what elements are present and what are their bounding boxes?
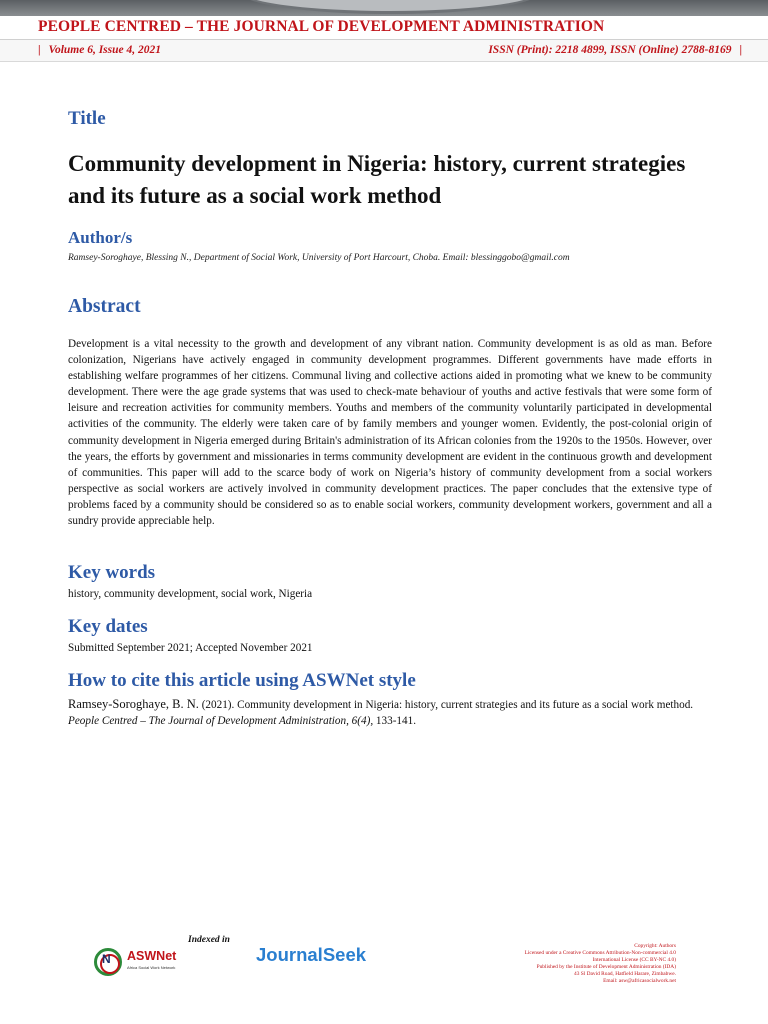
citation-journal: People Centred – The Journal of Development Administration, 6(4), xyxy=(68,714,374,727)
author-affiliation: Ramsey-Soroghaye, Blessing N., Department of Social Work, University of Port Harcourt, Choba. Email: blessinggobo@gmail.com xyxy=(68,253,570,263)
top-banner-graphic xyxy=(0,0,768,16)
volume-issue xyxy=(38,44,161,56)
license-line: International License (CC BY-NC 4.0) xyxy=(592,957,676,963)
issn-info xyxy=(488,44,742,56)
keywords-list: history, community development, social work, Nigeria xyxy=(68,588,313,600)
indexed-in-label: Indexed in xyxy=(188,935,230,945)
citation-pages: 133-141. xyxy=(373,714,417,727)
abstract-body: Development is a vital necessity to the growth and development of any vibrant nation. Community development is as old as man. Before colonization, Nigerians have actively engaged in community development programmes. Different governments have made efforts in establishing welfare programmes of her citizens. Communal living and collective actions aided in promoting what we knew to be community development. There were the age grade systems that was used to check-mate behaviour of youths and active festivals that were some form of leisure and recreation activities for community members. Youths and members of the community voluntarily participated in developmental activities of the community. The elderly were taken care of by family members and younger women. Evidently, the post-colonial origin of community development in Nigeria emerged during Britain's administration of its African colonies from the 1920s to the 1950s. However, over the years, the efforts by government and missionaries in terms community development are evident in the continuous growth and development of communities. This paper will add to the scarce body of work on Nigeria’s history of community development from a social workers perspective as social workers are actively involved in community development practices. The paper concludes that the extensive type of problems faced by a community should be considered so as to enable social workers, community development workers, government and all a sundry provide appreciable help. xyxy=(68,338,712,528)
banner-arc-decoration xyxy=(240,0,540,14)
citation-author: Ramsey-Soroghaye, B. N. xyxy=(68,697,199,711)
separator-mark: | xyxy=(739,44,742,56)
license-line: Licensed under a Creative Commons Attribution-Non-commercial 4.0 xyxy=(524,950,676,956)
volume-issue-text: Volume 6, Issue 4, 2021 xyxy=(48,44,162,56)
aswnet-logo-text: ASWNet xyxy=(127,949,177,963)
license-line: Email: asw@africasocialwork.net xyxy=(603,978,676,984)
abstract-label: Abstract xyxy=(68,296,141,317)
aswnet-logo-subtext: Africa Social Work Network xyxy=(127,965,176,970)
author-label: Author/s xyxy=(68,228,133,247)
citation-body: (2021). Community development in Nigeria: history, current strategies and its future as a social work method. xyxy=(198,699,694,711)
keydates-label: Key dates xyxy=(68,616,148,637)
aswnet-logo-letter: N xyxy=(102,952,111,966)
aswnet-logo xyxy=(94,946,184,980)
journal-name: PEOPLE CENTRED – THE JOURNAL OF DEVELOPMENT ADMINISTRATION xyxy=(38,18,605,35)
citation-label: How to cite this article using ASWNet style xyxy=(68,670,416,691)
keydates-text: Submitted September 2021; Accepted November 2021 xyxy=(68,642,313,654)
license-line: Copyright: Authors xyxy=(634,943,676,949)
license-line: 43 Sl David Road, Hatfield Harare, Zimbabwe. xyxy=(574,971,676,977)
keywords-label: Key words xyxy=(68,562,156,583)
separator-mark: | xyxy=(38,44,41,56)
license-block xyxy=(426,943,676,985)
issn-text: ISSN (Print): 2218 4899, ISSN (Online) 2788-8169 xyxy=(488,44,732,56)
issue-meta-bar xyxy=(0,39,768,62)
citation-text xyxy=(68,697,712,729)
title-label: Title xyxy=(68,108,106,129)
license-line: Published by the Institute of Development Administration (IDA) xyxy=(536,964,676,970)
article-title: Community development in Nigeria: history, current strategies and its future as a social work method xyxy=(68,151,686,208)
journalseek-logo: JournalSeek xyxy=(256,944,367,965)
